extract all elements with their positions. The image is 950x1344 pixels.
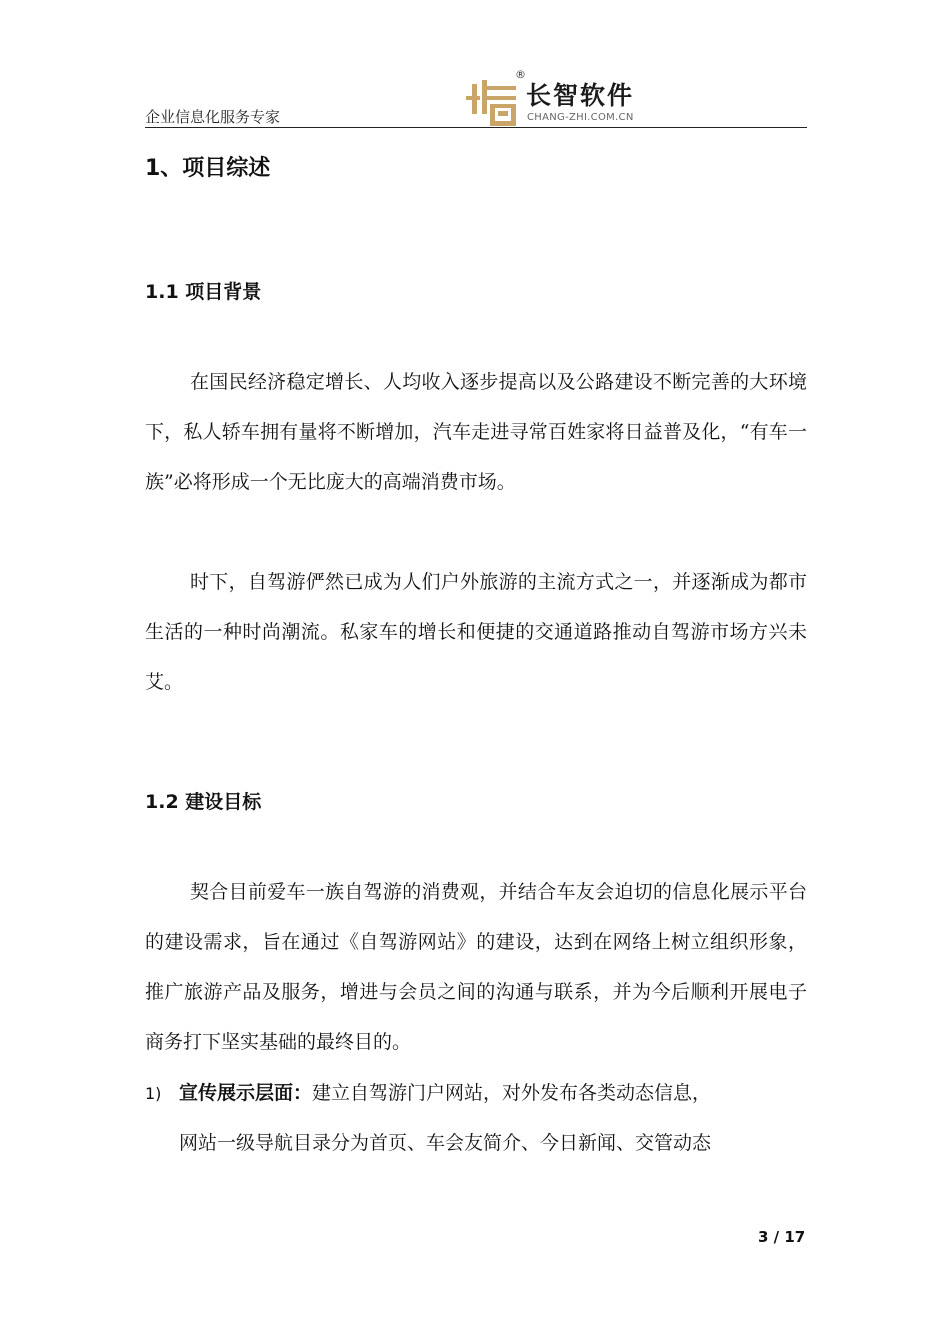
page-number: 3 / 17	[758, 1228, 806, 1246]
section-heading-goals: 1.2 建设目标	[145, 791, 262, 813]
header-tagline: 企业信息化服务专家	[145, 108, 281, 126]
paragraph-background-2: 时下，自驾游俨然已成为人们户外旅游的主流方式之一，并逐渐成为都市生活的一种时尚潮流。私家车的增长和便捷的交通道路推动自驾游市场方兴未艾。	[145, 571, 807, 693]
list-item-continuation: 网站一级导航目录分为首页、车会友简介、今日新闻、交管动态	[179, 1132, 712, 1154]
list-item-text: 建立自驾游门户网站，对外发布各类动态信息，	[312, 1082, 712, 1104]
chapter-title: 1、项目综述	[145, 156, 271, 181]
section-heading-background: 1.1 项目背景	[145, 281, 262, 303]
paragraph-background-1: 在国民经济稳定增长、人均收入逐步提高以及公路建设不断完善的大环境下，私人轿车拥有量将不断增加，汽车走进寻常百姓家将日益普及化，“有车一族”必将形成一个无比庞大的高端消费市场。	[145, 371, 807, 493]
list-item-title: 宣传展示层面：	[179, 1082, 313, 1104]
paragraph-goals-1: 契合目前爱车一族自驾游的消费观，并结合车友会迫切的信息化展示平台的建设需求，旨在通过《自驾游网站》的建设，达到在网络上树立组织形象，推广旅游产品及服务，增进与会员之间的沟通与联系，并为今后顺利开展电子商务打下坚实基础的最终目的。	[145, 881, 807, 1053]
logo-name: 长智软件	[526, 81, 635, 110]
company-logo	[466, 68, 646, 128]
header-divider	[145, 127, 807, 128]
list-item-number: 1)	[145, 1084, 162, 1103]
list-item-promotion	[145, 1068, 711, 1119]
registered-mark: ®	[515, 68, 526, 81]
logo-mark-icon	[466, 74, 522, 130]
logo-domain: CHANG-ZHI.COM.CN	[527, 112, 634, 123]
